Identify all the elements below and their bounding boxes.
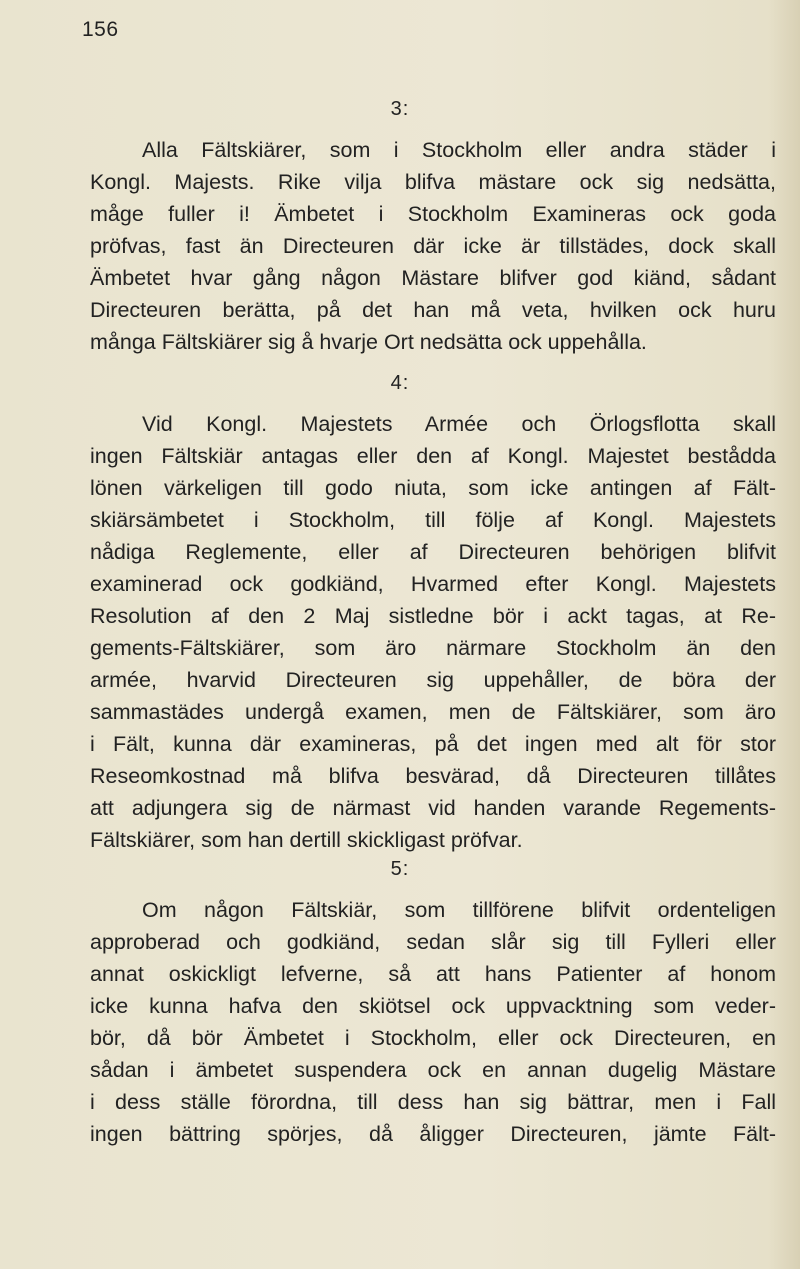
text-line: nådiga Reglemente, eller af Directeuren behörigen blifvit: [90, 540, 776, 564]
text-line: många Fältskiärer sig å hvarje Ort nedsätta ock uppehålla.: [90, 330, 647, 354]
text-line: pröfvas, fast än Directeuren där icke är tillstädes, dock skall: [90, 234, 776, 258]
text-line: ingen Fältskiär antagas eller den af Kongl. Majestet bestådda: [90, 444, 776, 468]
page-number: 156: [82, 18, 119, 41]
text-line: skiärsämbetet i Stockholm, till följe af Kongl. Majestets: [90, 508, 776, 532]
text-line: approberad och godkiänd, sedan slår sig till Fylleri eller: [90, 930, 776, 954]
text-line: sammastädes undergå examen, men de Fältskiärer, som äro: [90, 700, 776, 724]
text-line: Directeuren berätta, på det han må veta, hvilken ock huru: [90, 298, 776, 322]
text-line: Om någon Fältskiär, som tillförene blifvit ordenteligen: [142, 898, 776, 922]
text-line: Kongl. Majests. Rike vilja blifva mästare ock sig nedsätta,: [90, 170, 776, 194]
text-line: måge fuller i! Ämbetet i Stockholm Examineras ock goda: [90, 202, 776, 226]
text-line: sådan i ämbetet suspendera ock en annan dugelig Mästare: [90, 1058, 776, 1082]
text-line: Vid Kongl. Majestets Armée och Örlogsflotta skall: [142, 412, 776, 436]
text-line: i Fält, kunna där examineras, på det ingen med alt för stor: [90, 732, 776, 756]
text-line: Alla Fältskiärer, som i Stockholm eller andra städer i: [142, 138, 776, 162]
text-line: annat oskickligt lefverne, så att hans Patienter af honom: [90, 962, 776, 986]
section-heading-4: 4:: [390, 372, 410, 394]
text-line: Ämbetet hvar gång någon Mästare blifver god kiänd, sådant: [90, 266, 776, 290]
text-line: lönen värkeligen till godo niuta, som icke antingen af Fält-: [90, 476, 776, 500]
section-heading-5: 5:: [390, 858, 410, 880]
text-line: Reseomkostnad må blifva besvärad, då Directeuren tillåtes: [90, 764, 776, 788]
text-line: ingen bättring spörjes, då åligger Directeuren, jämte Fält-: [90, 1122, 776, 1146]
text-line: armée, hvarvid Directeuren sig uppehåller, de böra der: [90, 668, 776, 692]
section-5-paragraph: [90, 894, 776, 1150]
text-line: gements-Fältskiärer, som äro närmare Stockholm än den: [90, 636, 776, 660]
text-line: Resolution af den 2 Maj sistledne bör i ackt tagas, at Re-: [90, 604, 776, 628]
text-line: att adjungera sig de närmast vid handen varande Regements-: [90, 796, 776, 820]
text-line: examinerad ock godkiänd, Hvarmed efter Kongl. Majestets: [90, 572, 776, 596]
section-heading-3: 3:: [390, 98, 410, 120]
text-line: bör, då bör Ämbetet i Stockholm, eller ock Directeuren, en: [90, 1026, 776, 1050]
text-line: Fältskiärer, som han dertill skickligast pröfvar.: [90, 828, 523, 852]
section-3-paragraph: [90, 134, 776, 358]
text-line: i dess ställe förordna, till dess han sig bättrar, men i Fall: [90, 1090, 776, 1114]
section-4-paragraph: [90, 408, 776, 856]
text-line: icke kunna hafva den skiötsel ock uppvacktning som veder-: [90, 994, 776, 1018]
